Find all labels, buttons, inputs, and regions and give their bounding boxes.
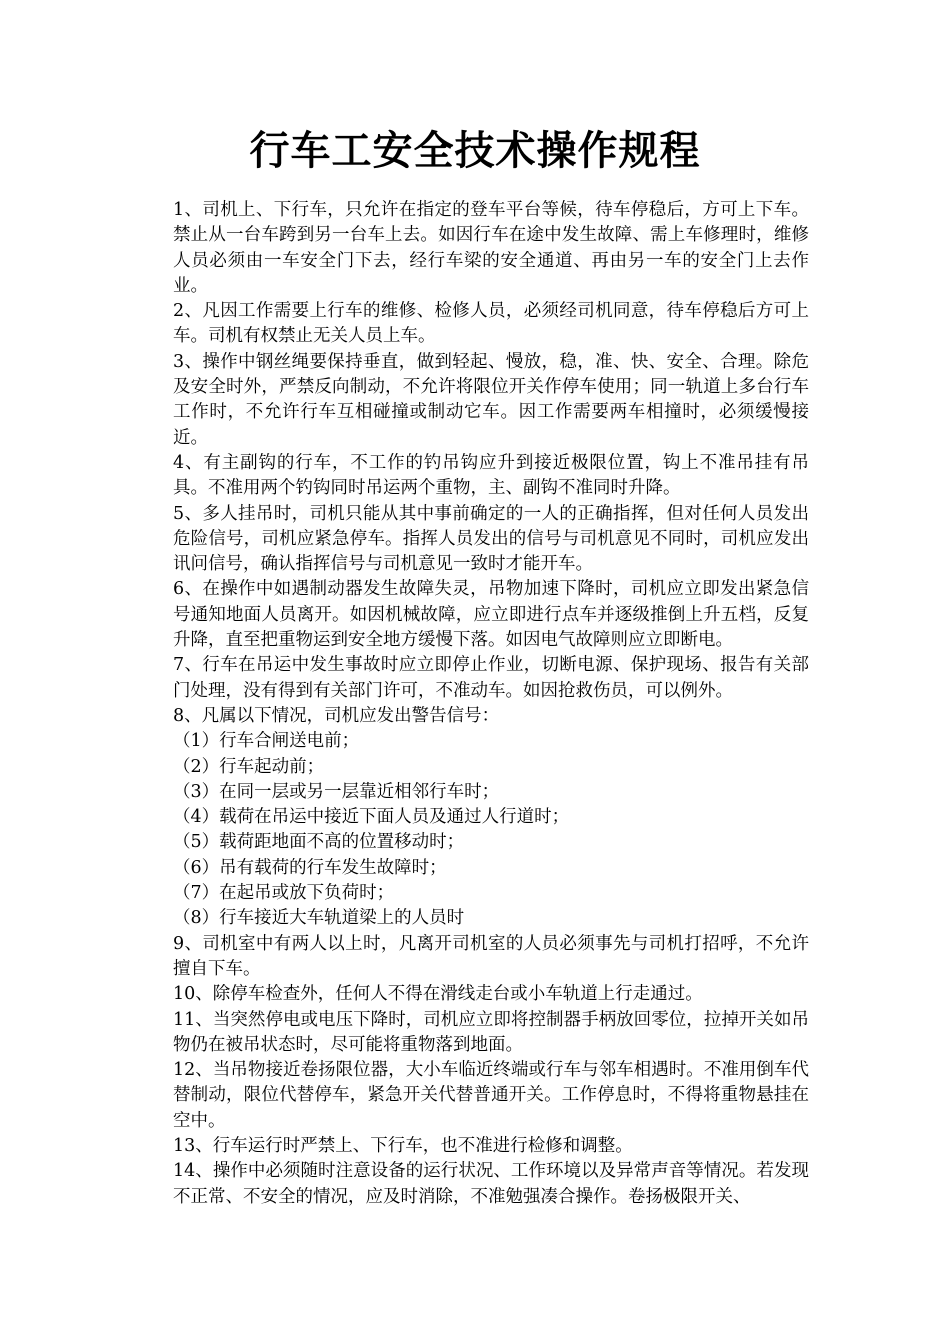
- paragraph-9: 9、司机室中有两人以上时，凡离开司机室的人员必须事先与司机打招呼，不允许擅自下车。: [173, 933, 809, 979]
- paragraph-4: 4、有主副钩的行车，不工作的钓吊钩应升到接近极限位置，钩上不准吊挂有吊具。不准用两个钓钩同时吊运两个重物，主、副钩不准同时升降。: [173, 452, 809, 499]
- paragraph-7: 7、行车在吊运中发生事故时应立即停止作业，切断电源、保护现场、报告有关部门处理，没有得到有关部门许可，不准动车。如因抢救伤员，可以例外。: [173, 655, 809, 701]
- list-item-3: （3）在同一层或另一层靠近相邻行车时；: [173, 781, 500, 802]
- paragraph-14: 14、操作中必须随时注意设备的运行状况、工作环境以及异常声音等情况。若发现不正常、不安全的情况，应及时消除，不准勉强凑合操作。卷扬极限开关、: [173, 1161, 809, 1207]
- paragraph-2: 2、凡因工作需要上行车的维修、检修人员，必须经司机同意，待车停稳后方可上车。司机有权禁止无关人员上车。: [173, 301, 809, 347]
- paragraph-11: 11、当突然停电或电压下降时，司机应立即将控制器手柄放回零位，拉掉开关如吊物仍在被吊状态时，尽可能将重物落到地面。: [173, 1009, 809, 1055]
- list-item-7: （7）在起吊或放下负荷时；: [173, 883, 395, 904]
- list-item-8: （8）行车接近大车轨道梁上的人员时: [173, 908, 465, 929]
- list-item-4: （4）载荷在吊运中接近下面人员及通过人行道时；: [173, 807, 570, 828]
- paragraph-13: 13、行车运行时严禁上、下行车，也不准进行检修和调整。: [173, 1135, 633, 1156]
- paragraph-5: 5、多人挂吊时，司机只能从其中事前确定的一人的正确指挥，但对任何人员发出危险信号，司机应紧急停车。指挥人员发出的信号与司机意见不同时，司机应发出讯问信号，确认指挥信号与司机意见一致时才能开车。: [173, 503, 809, 575]
- document-title: 行车工安全技术操作规程: [249, 127, 701, 174]
- paragraph-10: 10、除停车检查外，任何人不得在滑线走台或小车轨道上行走通过。: [173, 984, 703, 1005]
- list-item-2: （2）行车起动前；: [173, 756, 325, 777]
- paragraph-1: 1、司机上、下行车，只允许在指定的登车平台等候，待车停稳后，方可上下车。禁止从一台车跨到另一台车上去。如因行车在途中发生故障、需上车修理时，维修人员必须由一车安全门下去，经行车梁的安全通道、再由另一车的安全门上去作业。: [173, 200, 809, 296]
- paragraph-6: 6、在操作中如遇制动器发生故障失灵，吊物加速下降时，司机应立即发出紧急信号通知地面人员离开。如因机械故障，应立即进行点车并逐级推倒上升五档，反复升降，直至把重物运到安全地方缓慢下落。如因电气故障则应立即断电。: [173, 579, 809, 651]
- document-body: [173, 198, 809, 1210]
- list-item-1: （1）行车合闸送电前；: [173, 731, 360, 752]
- list-item-6: （6）吊有载荷的行车发生故障时；: [173, 857, 447, 878]
- paragraph-12: 12、当吊物接近卷扬限位器，大小车临近终端或行车与邻车相遇时。不准用倒车代替制动，限位代替停车，紧急开关代替普通开关。工作停息时，不得将重物悬挂在空中。: [173, 1060, 809, 1131]
- paragraph-3: 3、操作中钢丝绳要保持垂直，做到轻起、慢放，稳，准、快、安全、合理。除危及安全时外，严禁反向制动，不允许将限位开关作停车使用；同一轨道上多台行车工作时，不允许行车互相碰撞或制动它车。因工作需要两车相撞时，必须缓慢接近。: [173, 351, 809, 448]
- paragraph-8: 8、凡属以下情况，司机应发出警告信号：: [173, 705, 500, 726]
- list-item-5: （5）载荷距地面不高的位置移动时；: [173, 832, 465, 853]
